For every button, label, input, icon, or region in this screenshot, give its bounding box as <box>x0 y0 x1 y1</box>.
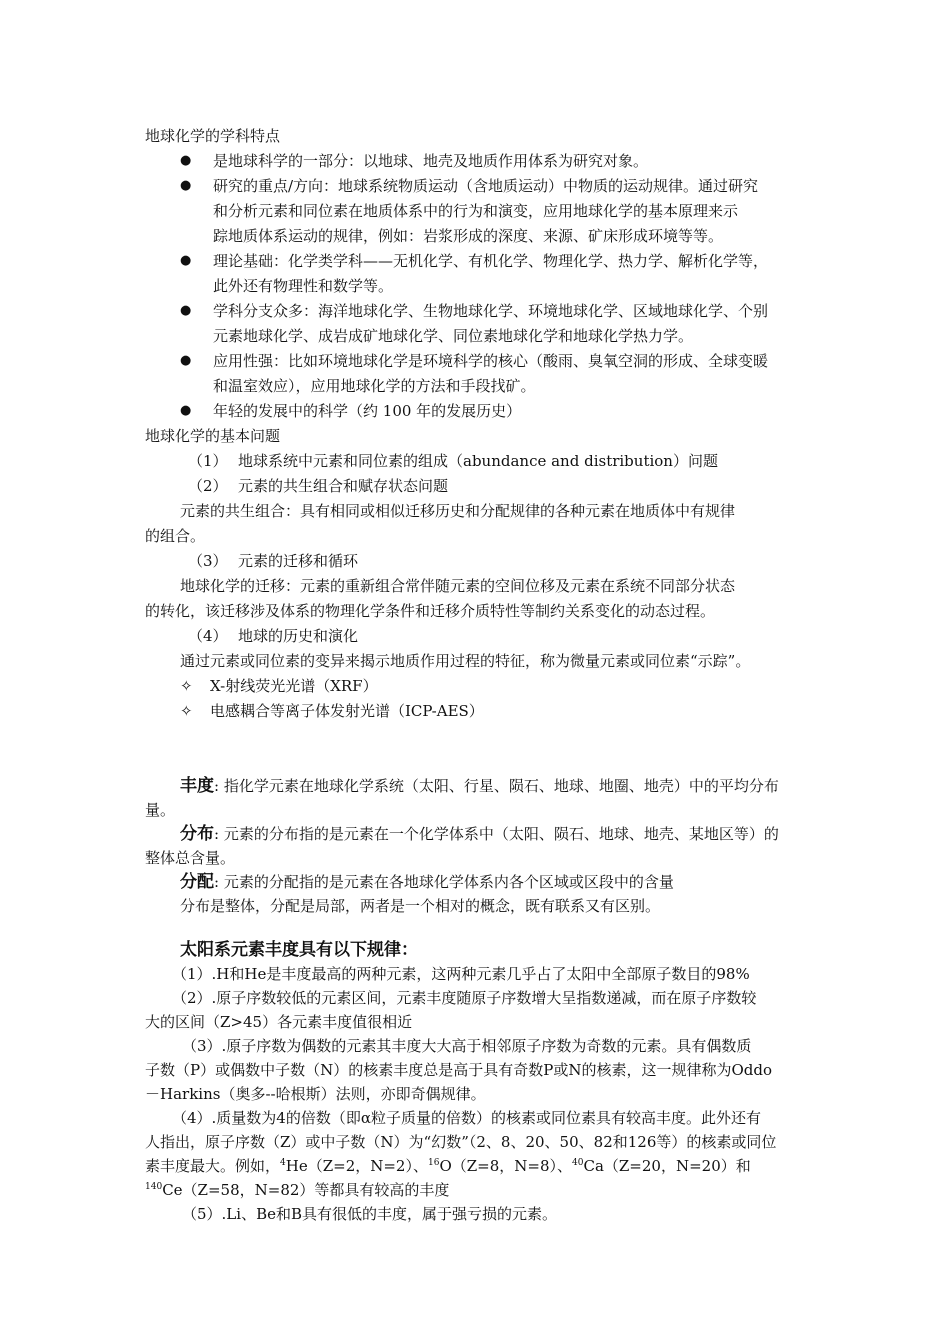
method-item: 电感耦合等离子体发射光谱（ICP-AES） <box>210 702 484 720</box>
rule-item-line: 大的区间（Z>45）各元素丰度值很相近 <box>145 1013 413 1031</box>
question-number: （1） <box>188 452 228 470</box>
diamond-bullet-icon: ✧ <box>180 677 193 695</box>
rule-item: （2）.原子序数较低的元素区间，元素丰度随原子序数增大呈指数递减，而在原子序数较 <box>172 989 757 1007</box>
rule-item-line <box>145 1156 751 1176</box>
isotope-superscript: 16 <box>427 1158 440 1168</box>
term-abundance: 丰度 <box>180 776 214 796</box>
question-number: （4） <box>188 627 228 645</box>
method-item: X-射线荧光光谱（XRF） <box>210 677 378 695</box>
question-number: （2） <box>188 477 228 495</box>
list-item: 学科分支众多：海洋地球化学、生物地球化学、环境地球化学、区域地球化学、个别 <box>213 302 769 320</box>
list-item-line: 此外还有物理性和数学等。 <box>213 277 394 295</box>
rule-item-line: 子数（P）或偶数中子数（N）的核素丰度总是高于具有奇数P或N的核素，这一规律称为Oddo <box>145 1061 772 1079</box>
paragraph-line: 地球化学的迁移：元素的重新组合常伴随元素的空间位移及元素在系统不同部分状态 <box>180 577 736 595</box>
rule-item-line: 人指出，原子序数（Z）或中子数（N）为“幻数”（2、8、20、50、82和126等）的核素或同位 <box>145 1133 777 1151</box>
isotope-superscript: 4 <box>280 1158 286 1168</box>
question-number: （3） <box>188 552 228 570</box>
bullet-icon: ● <box>180 303 192 318</box>
rule-item-line <box>145 1180 449 1200</box>
definition-line: 量。 <box>145 801 176 819</box>
paragraph-line: 的转化，该迁移涉及体系的物理化学条件和迁移介质特性等制约关系变化的动态过程。 <box>145 602 716 620</box>
bullet-icon: ● <box>180 178 192 193</box>
isotope-superscript: 40 <box>572 1158 584 1168</box>
text-span: O（Z=8，N=8）、 <box>439 1157 573 1175</box>
bullet-icon: ● <box>180 153 192 168</box>
paragraph-line: 的组合。 <box>145 527 206 545</box>
rule-item: （3）.原子序数为偶数的元素其丰度大大高于相邻原子序数为奇数的元素。具有偶数质 <box>182 1037 752 1055</box>
section-title: 地球化学的基本问题 <box>145 427 281 445</box>
rule-item: （1）.H和He是丰度最高的两种元素，这两种元素几乎占了太阳中全部原子数目的98% <box>172 965 750 983</box>
bullet-icon: ● <box>180 403 192 418</box>
paragraph-line: 元素的共生组合：具有相同或相似迁移历史和分配规律的各种元素在地质体中有规律 <box>180 502 736 520</box>
list-item-line: 和分析元素和同位素在地质体系中的行为和演变，应用地球化学的基本原理来示 <box>213 202 739 220</box>
definition-partition <box>180 872 674 892</box>
bullet-icon: ● <box>180 253 192 268</box>
definition-line: 分布是整体，分配是局部，两者是一个相对的概念，既有联系又有区别。 <box>180 897 661 915</box>
bullet-icon: ● <box>180 353 192 368</box>
term-partition: 分配 <box>180 872 214 892</box>
text-span: He（Z=2，N=2）、 <box>285 1157 428 1175</box>
question-text: 元素的共生组合和赋存状态问题 <box>238 477 449 495</box>
list-item: 年轻的发展中的科学（约 100 年的发展历史） <box>213 402 522 420</box>
term-distribution: 分布 <box>180 824 214 844</box>
text-span: 素丰度最大。例如， <box>145 1157 281 1175</box>
list-item-line: 和温室效应），应用地球化学的方法和手段找矿。 <box>213 377 536 395</box>
list-item-line: 元素地球化学、成岩成矿地球化学、同位素地球化学和地球化学热力学。 <box>213 327 694 345</box>
list-item: 应用性强：比如环境地球化学是环境科学的核心（酸雨、臭氧空洞的形成、全球变暖 <box>213 352 769 370</box>
definition-line: 整体总含量。 <box>145 849 236 867</box>
diamond-bullet-icon: ✧ <box>180 702 193 720</box>
list-item: 是地球科学的一部分：以地球、地壳及地质作用体系为研究对象。 <box>213 152 649 170</box>
rule-item: （5）.Li、Be和B具有很低的丰度，属于强亏损的元素。 <box>182 1205 557 1223</box>
definition-text: : 元素的分布指的是元素在一个化学体系中（太阳、陨石、地球、地壳、某地区等）的 <box>214 825 779 843</box>
definition-text: : 指化学元素在地球化学系统（太阳、行星、陨石、地球、地圈、地壳）中的平均分布 <box>214 777 779 795</box>
isotope-superscript: 140 <box>145 1182 163 1192</box>
question-text: 元素的迁移和循环 <box>238 552 359 570</box>
section-title: 地球化学的学科特点 <box>145 127 281 145</box>
text-span: Ca（Z=20，N=20）和 <box>583 1157 751 1175</box>
list-item: 理论基础：化学类学科——无机化学、有机化学、物理化学、热力学、解析化学等， <box>213 252 769 270</box>
definition-text: : 元素的分配指的是元素在各地球化学体系内各个区域或区段中的含量 <box>214 873 674 891</box>
list-item: 研究的重点/方向：地球系统物质运动（含地质运动）中物质的运动规律。通过研究 <box>213 177 759 195</box>
definition-abundance <box>180 776 779 796</box>
rule-item-line: －Harkins（奥多--哈根斯）法则，亦即奇偶规律。 <box>145 1085 486 1103</box>
question-text: 地球系统中元素和同位素的组成（abundance and distribution）问题 <box>238 452 718 470</box>
definition-distribution <box>180 824 779 844</box>
list-item-line: 踪地质体系运动的规律，例如：岩浆形成的深度、来源、矿床形成环境等等。 <box>213 227 724 245</box>
rules-heading: 太阳系元素丰度具有以下规律： <box>180 940 418 960</box>
text-span: Ce（Z=58，N=82）等都具有较高的丰度 <box>162 1181 450 1199</box>
question-text: 地球的历史和演化 <box>238 627 359 645</box>
paragraph-line: 通过元素或同位素的变异来揭示地质作用过程的特征，称为微量元素或同位素“示踪”。 <box>180 652 751 670</box>
rule-item: （4）.质量数为4的倍数（即α粒子质量的倍数）的核素或同位素具有较高丰度。此外还有 <box>172 1109 761 1127</box>
